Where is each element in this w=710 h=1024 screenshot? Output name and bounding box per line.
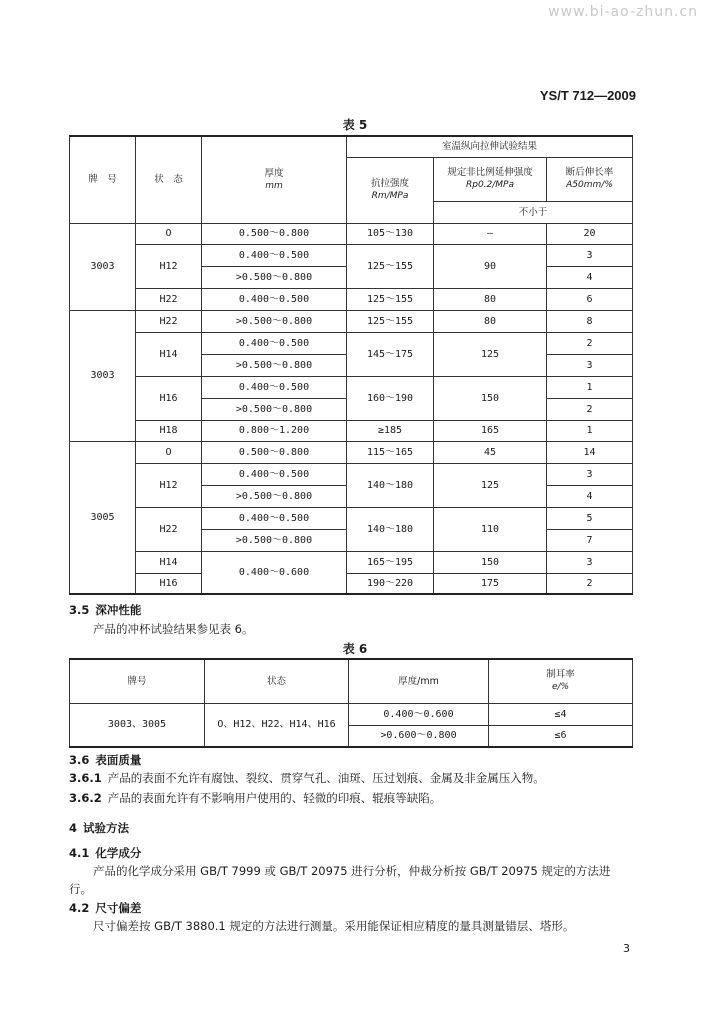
thickness-cell: 0.400～0.500 [202, 288, 347, 310]
watermark-text: www.bi-ao-zhun.cn [548, 4, 698, 20]
grade-cell: 3003 [70, 310, 136, 441]
rm-cell: 140～180 [347, 463, 434, 507]
section-title: 尺寸偏差 [95, 901, 142, 915]
header-tensile-strength [347, 157, 434, 223]
thickness-cell: 0.400～0.500 [202, 463, 347, 485]
section-number: 3.6.2 [69, 791, 102, 805]
thickness-cell: 0.400～0.500 [202, 376, 347, 398]
header-rm-label: 抗拉强度 [370, 178, 409, 189]
earing-cell: ≤6 [489, 725, 633, 747]
standard-number: YS/T 712—2009 [539, 88, 636, 103]
table-row [70, 223, 633, 244]
section-3-6-heading [69, 752, 141, 768]
table5-caption: 表 5 [342, 118, 368, 132]
header-thickness-unit: mm [265, 180, 283, 191]
state-cell: H14 [136, 551, 202, 573]
rp-cell: 80 [434, 288, 547, 310]
a-cell: 3 [547, 244, 633, 266]
section-number: 4 [69, 821, 78, 835]
table-5 [69, 135, 633, 595]
section-title: 深冲性能 [95, 603, 142, 617]
thickness-cell: >0.500～0.800 [202, 310, 347, 332]
a-cell: 3 [547, 463, 633, 485]
section-4-1-heading [69, 845, 141, 861]
thickness-cell: 0.500～0.800 [202, 441, 347, 463]
a-cell: 6 [547, 288, 633, 310]
section-text: 产品的表面允许有不影响用户使用的、轻微的印痕、辊痕等缺陷。 [107, 791, 442, 805]
header-grade: 牌 号 [70, 136, 136, 223]
thickness-cell: >0.600～0.800 [349, 725, 489, 747]
header-a-symbol: A50mm/% [566, 180, 613, 190]
section-4-2-text: 尺寸偏差按 GB/T 3880.1 规定的方法进行测量。采用能保证相应精度的量具测量错层、塔形。 [93, 919, 575, 933]
header-elongation [547, 157, 633, 201]
rp-cell: 110 [434, 507, 547, 551]
grade-cell: 3003、3005 [70, 703, 205, 747]
rm-cell: 190～220 [347, 573, 434, 594]
table-row [70, 376, 633, 398]
table-row [70, 703, 633, 725]
state-cell: O [136, 223, 202, 244]
section-4-2-heading [69, 900, 141, 916]
header-grade: 牌号 [70, 659, 205, 703]
header-thickness-label: 厚度 [264, 167, 284, 179]
thickness-cell: 0.400～0.500 [202, 332, 347, 354]
a-cell: 4 [547, 266, 633, 288]
rm-cell: 125～155 [347, 244, 434, 288]
grade-cell: 3005 [70, 441, 136, 594]
a-cell: 2 [547, 573, 633, 594]
rm-cell: 125～155 [347, 288, 434, 310]
table-row [70, 332, 633, 354]
a-cell: 4 [547, 485, 633, 507]
section-number: 3.6 [69, 753, 90, 767]
rp-cell: 125 [434, 332, 547, 376]
rp-cell: 165 [434, 420, 547, 441]
section-number: 3.6.1 [69, 771, 102, 785]
section-3-5-heading [69, 602, 141, 618]
state-cell: H16 [136, 573, 202, 594]
table-row [70, 420, 633, 441]
header-rm-symbol: Rm/MPa [371, 191, 409, 201]
thickness-cell: >0.500～0.800 [202, 398, 347, 420]
thickness-cell: >0.500～0.800 [202, 266, 347, 288]
rm-cell: 160～190 [347, 376, 434, 420]
state-cell: O、H12、H22、H14、H16 [205, 703, 349, 747]
page-number: 3 [623, 942, 630, 955]
a-cell: 14 [547, 441, 633, 463]
state-cell: H16 [136, 376, 202, 420]
thickness-cell: >0.500～0.800 [202, 354, 347, 376]
a-cell: 2 [547, 332, 633, 354]
table-row [70, 288, 633, 310]
section-text: 产品的表面不允许有腐蚀、裂纹、贯穿气孔、油斑、压过划痕、金属及非金属压入物。 [107, 771, 545, 785]
rp-cell: 45 [434, 441, 547, 463]
section-4-1-text: 产品的化学成分采用 GB/T 7999 或 GB/T 20975 进行分析，仲裁分析按 GB/T 20975 规定的方法进行。 [69, 864, 611, 896]
table-row [70, 244, 633, 266]
state-cell: H18 [136, 420, 202, 441]
rp-cell: 80 [434, 310, 547, 332]
section-title: 表面质量 [95, 753, 142, 767]
header-min: 不小于 [434, 201, 633, 223]
state-cell: H14 [136, 332, 202, 376]
section-3-6-2 [69, 789, 632, 807]
header-yield-strength [434, 157, 547, 201]
thickness-cell: >0.500～0.800 [202, 485, 347, 507]
a-cell: 5 [547, 507, 633, 529]
section-4-heading [69, 820, 129, 836]
section-number: 4.1 [69, 846, 90, 860]
section-number: 4.2 [69, 901, 90, 915]
state-cell: H12 [136, 244, 202, 288]
rm-cell: 165～195 [347, 551, 434, 573]
grade-cell: 3003 [70, 223, 136, 310]
section-3-6-1 [69, 769, 632, 787]
rm-cell: 140～180 [347, 507, 434, 551]
header-earing [489, 659, 633, 703]
header-earing-label: 制耳率 [546, 669, 575, 681]
rp-cell: 90 [434, 244, 547, 288]
state-cell: O [136, 441, 202, 463]
section-title: 试验方法 [83, 821, 130, 835]
thickness-cell: 0.400～0.600 [349, 703, 489, 725]
thickness-cell: 0.800～1.200 [202, 420, 347, 441]
header-thickness: 厚度/mm [349, 659, 489, 703]
a-cell: 20 [547, 223, 633, 244]
a-cell: 2 [547, 398, 633, 420]
header-rp-label: 规定非比例延伸强度 [447, 167, 533, 178]
a-cell: 1 [547, 420, 633, 441]
thickness-cell: 0.500～0.800 [202, 223, 347, 244]
thickness-cell: 0.400～0.500 [202, 507, 347, 529]
a-cell: 3 [547, 354, 633, 376]
thickness-cell: 0.400～0.600 [202, 551, 347, 594]
a-cell: 3 [547, 551, 633, 573]
table-row [70, 507, 633, 529]
earing-cell: ≤4 [489, 703, 633, 725]
header-a-label: 断后伸长率 [565, 167, 614, 178]
header-state: 状 态 [136, 136, 202, 223]
header-rp-symbol: Rp0.2/MPa [465, 180, 515, 190]
state-cell: H22 [136, 507, 202, 551]
section-title: 化学成分 [95, 846, 142, 860]
section-3-5-text: 产品的冲杯试验结果参见表 6。 [93, 622, 254, 636]
table-row [70, 310, 633, 332]
rp-cell: 150 [434, 376, 547, 420]
table-row [70, 463, 633, 485]
header-tensile-group: 室温纵向拉伸试验结果 [347, 136, 633, 157]
header-earing-symbol: e/% [551, 682, 570, 693]
rm-cell: 105～130 [347, 223, 434, 244]
rp-cell: 125 [434, 463, 547, 507]
state-cell: H22 [136, 310, 202, 332]
rp-cell: 150 [434, 551, 547, 573]
table-row [70, 573, 633, 594]
thickness-cell: >0.500～0.800 [202, 529, 347, 551]
section-number: 3.5 [69, 603, 90, 617]
thickness-cell: 0.400～0.500 [202, 244, 347, 266]
rm-cell: 115～165 [347, 441, 434, 463]
header-thickness [202, 136, 347, 223]
a-cell: 1 [547, 376, 633, 398]
rm-cell: 145～175 [347, 332, 434, 376]
table-row [70, 441, 633, 463]
a-cell: 8 [547, 310, 633, 332]
state-cell: H12 [136, 463, 202, 507]
rm-cell: ≥185 [347, 420, 434, 441]
a-cell: 7 [547, 529, 633, 551]
table-6 [69, 658, 633, 748]
rp-cell: 175 [434, 573, 547, 594]
rp-cell: — [434, 223, 547, 244]
table6-caption: 表 6 [342, 642, 368, 656]
header-state: 状态 [205, 659, 349, 703]
state-cell: H22 [136, 288, 202, 310]
rm-cell: 125～155 [347, 310, 434, 332]
table-row [70, 551, 633, 573]
